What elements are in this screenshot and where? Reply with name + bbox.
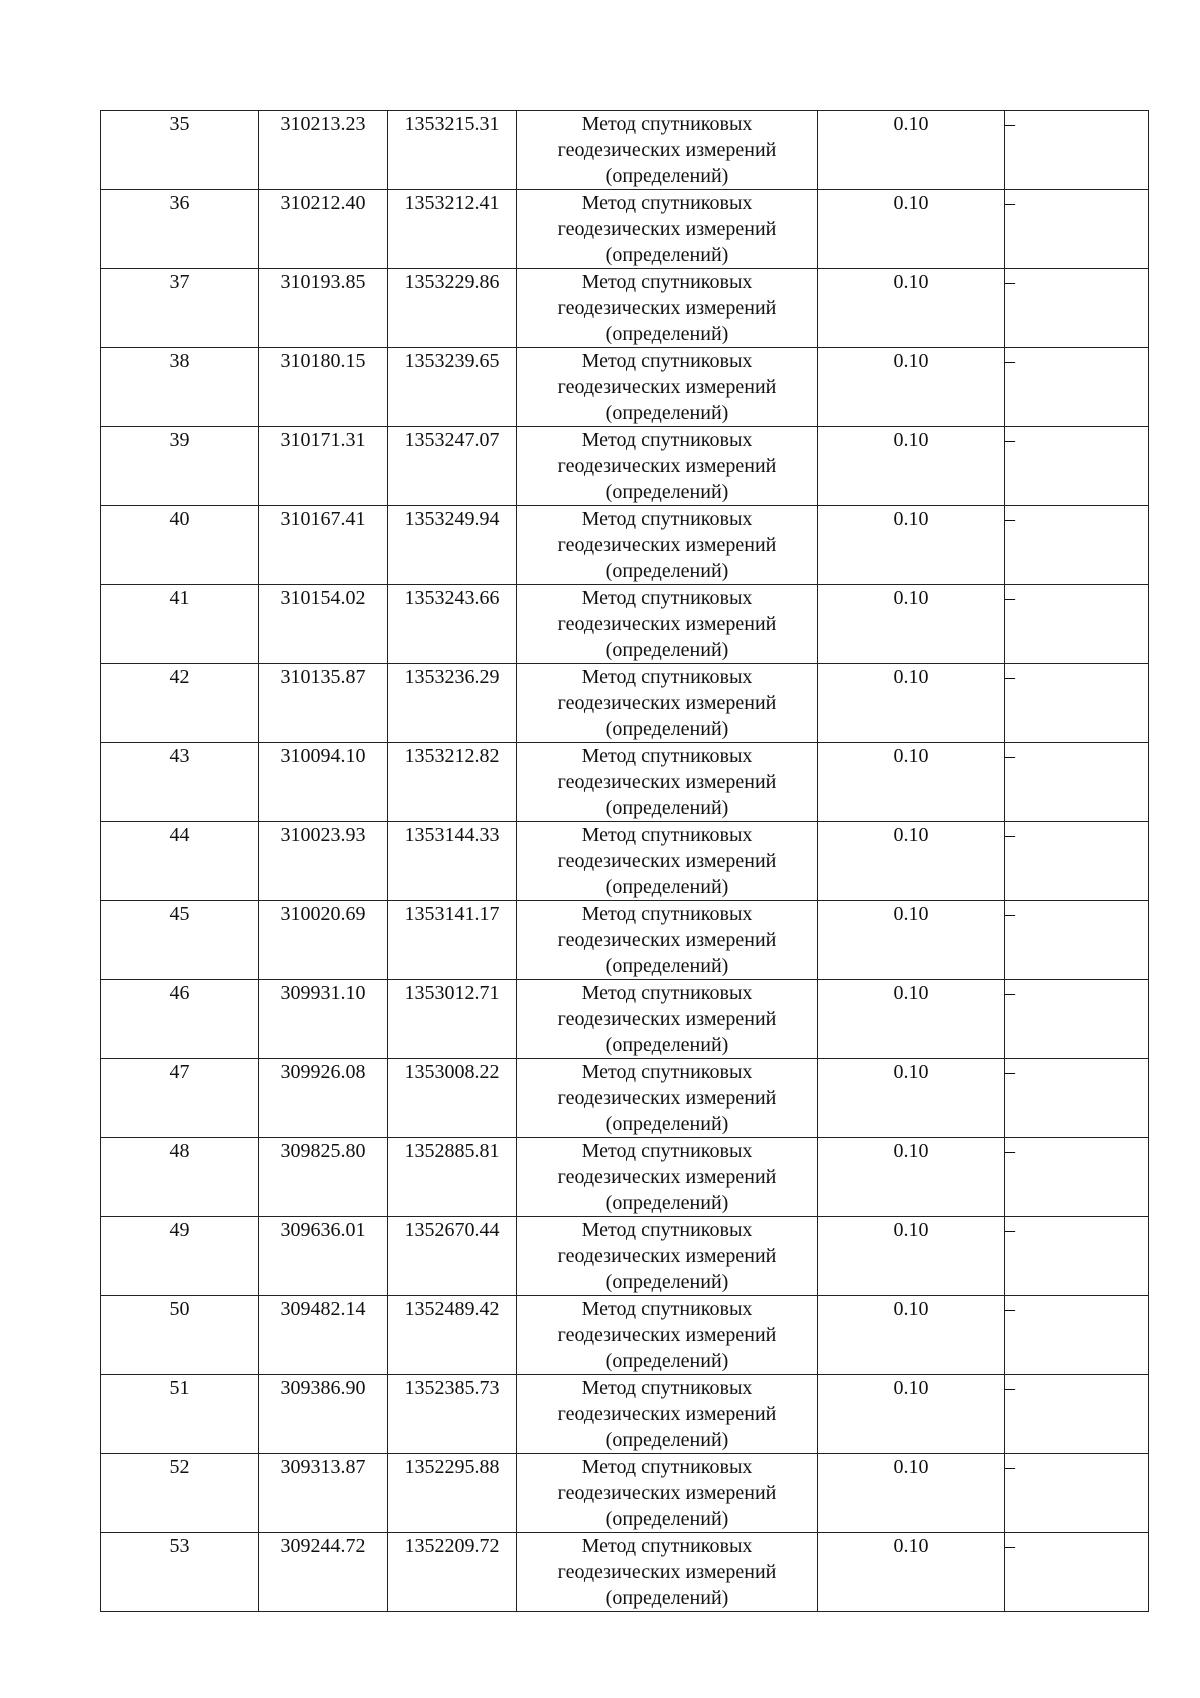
- y-coordinate-cell: [388, 1138, 517, 1217]
- x-coordinate: 310135.87: [280, 666, 366, 688]
- y-coordinate-cell: [388, 427, 517, 506]
- extra-cell: [1005, 1533, 1149, 1612]
- extra-cell: [1005, 980, 1149, 1059]
- precision-cell: [818, 980, 1005, 1059]
- extra-cell: [1005, 585, 1149, 664]
- extra-cell: [1005, 269, 1149, 348]
- precision-cell: [818, 1217, 1005, 1296]
- point-number: 45: [169, 903, 190, 925]
- table-row: [101, 1375, 1149, 1454]
- precision-value: 0.10: [893, 1377, 929, 1399]
- table-row: [101, 1059, 1149, 1138]
- method-line-1: Метод спутниковых: [581, 429, 753, 451]
- x-coordinate: 310167.41: [280, 508, 366, 530]
- coordinates-table: [100, 110, 1149, 1612]
- precision-cell: [818, 1375, 1005, 1454]
- table-row: [101, 269, 1149, 348]
- table-row: [101, 1454, 1149, 1533]
- precision-cell: [818, 348, 1005, 427]
- precision-cell: [818, 427, 1005, 506]
- extra-value: –: [1005, 192, 1015, 214]
- point-number: 35: [169, 113, 190, 135]
- y-coordinate-cell: [388, 190, 517, 269]
- method-line-3: (определений): [605, 955, 729, 977]
- method-cell: [517, 427, 818, 506]
- point-number: 47: [169, 1061, 190, 1083]
- x-coordinate-cell: [259, 1296, 388, 1375]
- method-cell: [517, 111, 818, 190]
- method-cell: [517, 901, 818, 980]
- x-coordinate-cell: [259, 348, 388, 427]
- method-line-1: Метод спутниковых: [581, 1298, 753, 1320]
- method-line-3: (определений): [605, 323, 729, 345]
- method-line-3: (определений): [605, 1113, 729, 1135]
- y-coordinate: 1353215.31: [404, 113, 500, 135]
- method-line-1: Метод спутниковых: [581, 1061, 753, 1083]
- extra-cell: [1005, 348, 1149, 427]
- method-line-2: геодезических измерений: [557, 1403, 777, 1425]
- x-coordinate: 310154.02: [280, 587, 366, 609]
- table-row: [101, 1533, 1149, 1612]
- precision-cell: [818, 111, 1005, 190]
- x-coordinate-cell: [259, 269, 388, 348]
- extra-value: –: [1005, 1535, 1015, 1557]
- y-coordinate: 1353247.07: [404, 429, 500, 451]
- method-cell: [517, 743, 818, 822]
- y-coordinate: 1352295.88: [404, 1456, 500, 1478]
- method-cell: [517, 664, 818, 743]
- extra-cell: [1005, 506, 1149, 585]
- point-number-cell: [101, 1296, 259, 1375]
- y-coordinate: 1353212.41: [404, 192, 500, 214]
- point-number-cell: [101, 348, 259, 427]
- method-line-3: (определений): [605, 797, 729, 819]
- method-line-2: геодезических измерений: [557, 139, 777, 161]
- method-line-1: Метод спутниковых: [581, 1456, 753, 1478]
- extra-cell: [1005, 1138, 1149, 1217]
- point-number: 43: [169, 745, 190, 767]
- x-coordinate: 310023.93: [280, 824, 366, 846]
- x-coordinate-cell: [259, 980, 388, 1059]
- y-coordinate: 1352209.72: [404, 1535, 500, 1557]
- y-coordinate: 1353141.17: [404, 903, 500, 925]
- extra-cell: [1005, 743, 1149, 822]
- table-body: [101, 111, 1149, 1612]
- extra-value: –: [1005, 1140, 1015, 1162]
- method-line-3: (определений): [605, 402, 729, 424]
- extra-cell: [1005, 901, 1149, 980]
- x-coordinate: 310180.15: [280, 350, 366, 372]
- method-cell: [517, 1375, 818, 1454]
- point-number-cell: [101, 980, 259, 1059]
- table-row: [101, 506, 1149, 585]
- y-coordinate-cell: [388, 1454, 517, 1533]
- point-number: 40: [169, 508, 190, 530]
- precision-value: 0.10: [893, 429, 929, 451]
- extra-value: –: [1005, 903, 1015, 925]
- extra-cell: [1005, 1375, 1149, 1454]
- precision-cell: [818, 269, 1005, 348]
- method-cell: [517, 1138, 818, 1217]
- precision-cell: [818, 743, 1005, 822]
- extra-cell: [1005, 664, 1149, 743]
- precision-value: 0.10: [893, 1061, 929, 1083]
- method-line-1: Метод спутниковых: [581, 903, 753, 925]
- point-number-cell: [101, 1375, 259, 1454]
- y-coordinate: 1353229.86: [404, 271, 500, 293]
- point-number-cell: [101, 427, 259, 506]
- precision-value: 0.10: [893, 666, 929, 688]
- point-number: 52: [169, 1456, 190, 1478]
- method-line-1: Метод спутниковых: [581, 508, 753, 530]
- method-line-2: геодезических измерений: [557, 1166, 777, 1188]
- extra-value: –: [1005, 745, 1015, 767]
- method-line-2: геодезических измерений: [557, 1561, 777, 1583]
- y-coordinate-cell: [388, 901, 517, 980]
- precision-cell: [818, 901, 1005, 980]
- precision-cell: [818, 190, 1005, 269]
- precision-value: 0.10: [893, 1140, 929, 1162]
- y-coordinate: 1352885.81: [404, 1140, 500, 1162]
- method-line-1: Метод спутниковых: [581, 271, 753, 293]
- method-line-3: (определений): [605, 244, 729, 266]
- extra-cell: [1005, 111, 1149, 190]
- extra-cell: [1005, 1059, 1149, 1138]
- y-coordinate: 1353239.65: [404, 350, 500, 372]
- method-line-3: (определений): [605, 1192, 729, 1214]
- method-cell: [517, 269, 818, 348]
- precision-cell: [818, 506, 1005, 585]
- method-line-3: (определений): [605, 1034, 729, 1056]
- method-line-3: (определений): [605, 1508, 729, 1530]
- point-number-cell: [101, 664, 259, 743]
- x-coordinate: 310193.85: [280, 271, 366, 293]
- point-number-cell: [101, 506, 259, 585]
- point-number-cell: [101, 111, 259, 190]
- method-line-3: (определений): [605, 1350, 729, 1372]
- precision-value: 0.10: [893, 903, 929, 925]
- y-coordinate-cell: [388, 822, 517, 901]
- table-row: [101, 1296, 1149, 1375]
- x-coordinate: 309244.72: [280, 1535, 366, 1557]
- precision-value: 0.10: [893, 587, 929, 609]
- method-line-1: Метод спутниковых: [581, 982, 753, 1004]
- extra-value: –: [1005, 824, 1015, 846]
- method-line-2: геодезических измерений: [557, 929, 777, 951]
- x-coordinate-cell: [259, 506, 388, 585]
- extra-value: –: [1005, 1456, 1015, 1478]
- point-number: 50: [169, 1298, 190, 1320]
- point-number: 48: [169, 1140, 190, 1162]
- precision-value: 0.10: [893, 192, 929, 214]
- method-line-3: (определений): [605, 1271, 729, 1293]
- y-coordinate-cell: [388, 348, 517, 427]
- precision-value: 0.10: [893, 1219, 929, 1241]
- x-coordinate: 310171.31: [280, 429, 366, 451]
- precision-value: 0.10: [893, 824, 929, 846]
- point-number: 53: [169, 1535, 190, 1557]
- y-coordinate: 1353212.82: [404, 745, 500, 767]
- point-number: 51: [169, 1377, 190, 1399]
- method-line-2: геодезических измерений: [557, 850, 777, 872]
- precision-value: 0.10: [893, 113, 929, 135]
- method-line-3: (определений): [605, 718, 729, 740]
- point-number: 46: [169, 982, 190, 1004]
- extra-value: –: [1005, 587, 1015, 609]
- method-line-2: геодезических измерений: [557, 1008, 777, 1030]
- method-line-3: (определений): [605, 560, 729, 582]
- y-coordinate: 1352385.73: [404, 1377, 500, 1399]
- extra-value: –: [1005, 429, 1015, 451]
- method-cell: [517, 1296, 818, 1375]
- precision-cell: [818, 664, 1005, 743]
- table-row: [101, 585, 1149, 664]
- method-cell: [517, 190, 818, 269]
- method-line-1: Метод спутниковых: [581, 745, 753, 767]
- precision-cell: [818, 585, 1005, 664]
- method-line-2: геодезических измерений: [557, 771, 777, 793]
- table-row: [101, 822, 1149, 901]
- y-coordinate-cell: [388, 506, 517, 585]
- extra-cell: [1005, 1454, 1149, 1533]
- table-row: [101, 901, 1149, 980]
- y-coordinate-cell: [388, 1375, 517, 1454]
- method-line-1: Метод спутниковых: [581, 192, 753, 214]
- x-coordinate: 310094.10: [280, 745, 366, 767]
- x-coordinate: 309931.10: [280, 982, 366, 1004]
- precision-value: 0.10: [893, 1298, 929, 1320]
- point-number-cell: [101, 1138, 259, 1217]
- x-coordinate: 309825.80: [280, 1140, 366, 1162]
- method-cell: [517, 822, 818, 901]
- precision-cell: [818, 822, 1005, 901]
- method-line-2: геодезических измерений: [557, 1087, 777, 1109]
- extra-value: –: [1005, 982, 1015, 1004]
- method-line-3: (определений): [605, 1587, 729, 1609]
- method-line-2: геодезических измерений: [557, 455, 777, 477]
- method-line-3: (определений): [605, 481, 729, 503]
- point-number: 41: [169, 587, 190, 609]
- x-coordinate-cell: [259, 427, 388, 506]
- method-line-3: (определений): [605, 165, 729, 187]
- point-number-cell: [101, 1533, 259, 1612]
- method-cell: [517, 1059, 818, 1138]
- y-coordinate-cell: [388, 1059, 517, 1138]
- extra-cell: [1005, 1296, 1149, 1375]
- method-line-2: геодезических измерений: [557, 692, 777, 714]
- method-cell: [517, 1217, 818, 1296]
- x-coordinate-cell: [259, 1217, 388, 1296]
- point-number-cell: [101, 269, 259, 348]
- table-row: [101, 1138, 1149, 1217]
- x-coordinate: 309386.90: [280, 1377, 366, 1399]
- table-row: [101, 980, 1149, 1059]
- method-line-2: геодезических измерений: [557, 1482, 777, 1504]
- point-number-cell: [101, 1454, 259, 1533]
- y-coordinate-cell: [388, 269, 517, 348]
- method-line-2: геодезических измерений: [557, 1245, 777, 1267]
- x-coordinate-cell: [259, 1375, 388, 1454]
- table-row: [101, 664, 1149, 743]
- point-number: 44: [169, 824, 190, 846]
- method-line-2: геодезических измерений: [557, 218, 777, 240]
- point-number-cell: [101, 585, 259, 664]
- precision-value: 0.10: [893, 982, 929, 1004]
- y-coordinate-cell: [388, 585, 517, 664]
- extra-value: –: [1005, 1219, 1015, 1241]
- table-row: [101, 111, 1149, 190]
- precision-cell: [818, 1059, 1005, 1138]
- method-cell: [517, 506, 818, 585]
- precision-cell: [818, 1296, 1005, 1375]
- precision-cell: [818, 1138, 1005, 1217]
- point-number: 49: [169, 1219, 190, 1241]
- y-coordinate: 1353012.71: [404, 982, 500, 1004]
- x-coordinate-cell: [259, 1533, 388, 1612]
- extra-value: –: [1005, 508, 1015, 530]
- precision-value: 0.10: [893, 508, 929, 530]
- precision-value: 0.10: [893, 1535, 929, 1557]
- point-number: 37: [169, 271, 190, 293]
- precision-cell: [818, 1454, 1005, 1533]
- point-number-cell: [101, 743, 259, 822]
- x-coordinate: 310020.69: [280, 903, 366, 925]
- method-line-1: Метод спутниковых: [581, 113, 753, 135]
- extra-value: –: [1005, 350, 1015, 372]
- method-line-1: Метод спутниковых: [581, 587, 753, 609]
- y-coordinate: 1353243.66: [404, 587, 500, 609]
- method-line-2: геодезических измерений: [557, 1324, 777, 1346]
- method-line-1: Метод спутниковых: [581, 824, 753, 846]
- method-line-2: геодезических измерений: [557, 534, 777, 556]
- x-coordinate: 309926.08: [280, 1061, 366, 1083]
- x-coordinate-cell: [259, 111, 388, 190]
- method-cell: [517, 585, 818, 664]
- x-coordinate: 310213.23: [280, 113, 366, 135]
- x-coordinate-cell: [259, 1454, 388, 1533]
- y-coordinate-cell: [388, 664, 517, 743]
- point-number: 42: [169, 666, 190, 688]
- precision-value: 0.10: [893, 1456, 929, 1478]
- method-cell: [517, 1454, 818, 1533]
- y-coordinate: 1353144.33: [404, 824, 500, 846]
- point-number-cell: [101, 190, 259, 269]
- extra-value: –: [1005, 1377, 1015, 1399]
- x-coordinate: 309636.01: [280, 1219, 366, 1241]
- precision-value: 0.10: [893, 350, 929, 372]
- method-line-1: Метод спутниковых: [581, 1377, 753, 1399]
- extra-cell: [1005, 822, 1149, 901]
- x-coordinate: 309482.14: [280, 1298, 366, 1320]
- y-coordinate-cell: [388, 1217, 517, 1296]
- method-line-3: (определений): [605, 876, 729, 898]
- point-number-cell: [101, 822, 259, 901]
- x-coordinate-cell: [259, 1138, 388, 1217]
- y-coordinate-cell: [388, 1296, 517, 1375]
- x-coordinate-cell: [259, 585, 388, 664]
- extra-cell: [1005, 1217, 1149, 1296]
- method-line-3: (определений): [605, 639, 729, 661]
- table-row: [101, 1217, 1149, 1296]
- y-coordinate: 1352670.44: [404, 1219, 500, 1241]
- x-coordinate-cell: [259, 743, 388, 822]
- method-line-1: Метод спутниковых: [581, 1140, 753, 1162]
- method-line-1: Метод спутниковых: [581, 1219, 753, 1241]
- point-number: 38: [169, 350, 190, 372]
- precision-value: 0.10: [893, 745, 929, 767]
- method-line-2: геодезических измерений: [557, 376, 777, 398]
- method-line-2: геодезических измерений: [557, 297, 777, 319]
- y-coordinate: 1352489.42: [404, 1298, 500, 1320]
- method-line-1: Метод спутниковых: [581, 1535, 753, 1557]
- extra-value: –: [1005, 1298, 1015, 1320]
- y-coordinate: 1353008.22: [404, 1061, 500, 1083]
- y-coordinate-cell: [388, 743, 517, 822]
- point-number-cell: [101, 901, 259, 980]
- method-line-3: (определений): [605, 1429, 729, 1451]
- x-coordinate-cell: [259, 1059, 388, 1138]
- point-number: 39: [169, 429, 190, 451]
- y-coordinate-cell: [388, 111, 517, 190]
- y-coordinate-cell: [388, 1533, 517, 1612]
- method-cell: [517, 1533, 818, 1612]
- method-cell: [517, 980, 818, 1059]
- y-coordinate: 1353236.29: [404, 666, 500, 688]
- x-coordinate-cell: [259, 901, 388, 980]
- method-line-2: геодезических измерений: [557, 613, 777, 635]
- x-coordinate: 310212.40: [280, 192, 366, 214]
- method-line-1: Метод спутниковых: [581, 666, 753, 688]
- extra-value: –: [1005, 113, 1015, 135]
- point-number-cell: [101, 1217, 259, 1296]
- extra-value: –: [1005, 271, 1015, 293]
- extra-cell: [1005, 427, 1149, 506]
- table-row: [101, 348, 1149, 427]
- method-cell: [517, 348, 818, 427]
- x-coordinate-cell: [259, 190, 388, 269]
- method-line-1: Метод спутниковых: [581, 350, 753, 372]
- table-row: [101, 190, 1149, 269]
- extra-value: –: [1005, 666, 1015, 688]
- extra-value: –: [1005, 1061, 1015, 1083]
- y-coordinate: 1353249.94: [404, 508, 500, 530]
- table-row: [101, 427, 1149, 506]
- x-coordinate-cell: [259, 822, 388, 901]
- table-row: [101, 743, 1149, 822]
- x-coordinate-cell: [259, 664, 388, 743]
- precision-value: 0.10: [893, 271, 929, 293]
- x-coordinate: 309313.87: [280, 1456, 366, 1478]
- point-number: 36: [169, 192, 190, 214]
- precision-cell: [818, 1533, 1005, 1612]
- point-number-cell: [101, 1059, 259, 1138]
- y-coordinate-cell: [388, 980, 517, 1059]
- extra-cell: [1005, 190, 1149, 269]
